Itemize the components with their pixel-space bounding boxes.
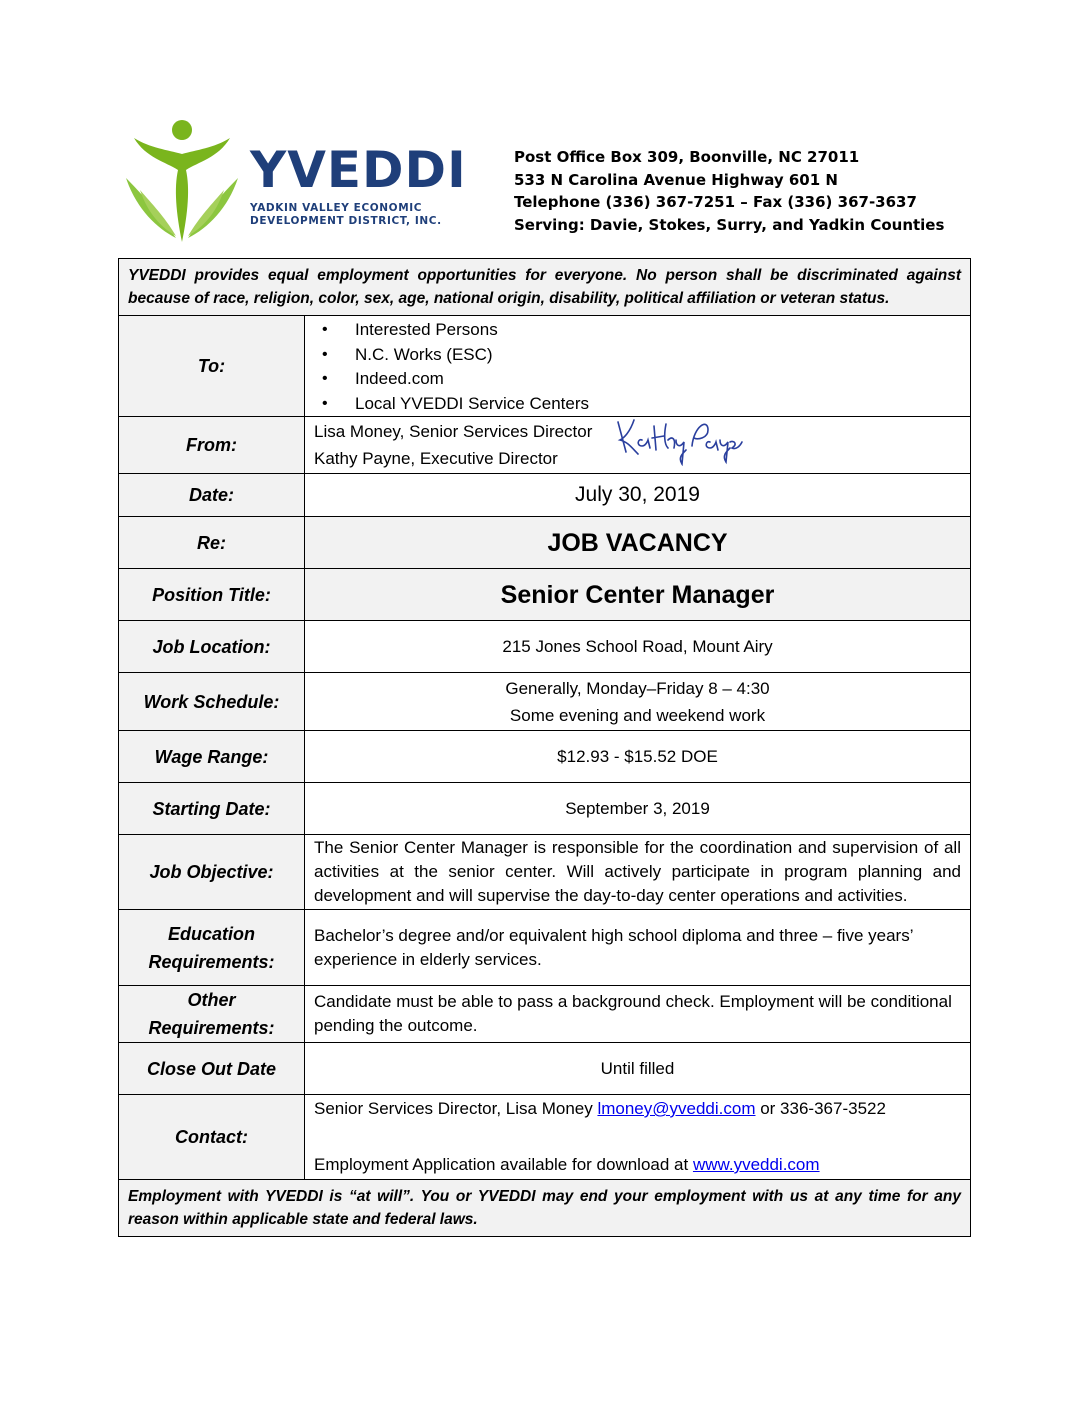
logo-subtitle-line2: DEVELOPMENT DISTRICT, INC. [250,215,442,227]
education-label [119,910,305,986]
from-line2: Kathy Payne, Executive Director [314,449,558,468]
from-value [305,417,971,474]
close-out-date-value: Until filled [305,1043,971,1095]
address-line: Telephone (336) 367-7251 – Fax (336) 367-3637 [514,193,917,211]
job-location-label: Job Location: [119,621,305,673]
wage-range-label: Wage Range: [119,731,305,783]
logo-subtitle-line1: YADKIN VALLEY ECONOMIC [250,202,423,214]
contact-phone: or 336-367-3522 [755,1099,886,1118]
leaf-figure-icon [126,118,250,244]
at-will-notice: Employment with YVEDDI is “at will”. You or YVEDDI may end your employment with us at any time for any reason within applicable state and federal laws. [119,1180,971,1237]
other-requirements-value: Candidate must be able to pass a background check. Employment will be conditional pending the outcome. [305,986,971,1043]
position-title-label: Position Title: [119,569,305,621]
website-link[interactable]: www.yveddi.com [692,1155,820,1174]
job-vacancy-table [118,258,971,1237]
other-label-line1: Other [187,990,236,1010]
other-requirements-label [119,986,305,1043]
list-item: • N.C. Works (ESC) [346,343,961,368]
wage-range-value: $12.93 - $15.52 DOE [305,731,971,783]
address-block [514,146,944,236]
job-objective-value: The Senior Center Manager is responsible for the coordination and supervision of all activities at the senior center. Will actively participate in program planning and development and will supervise the day-to-day center operations and activities. [305,835,971,910]
logo-subtitle [250,202,442,228]
contact-line2 [314,1151,961,1178]
education-value: Bachelor’s degree and/or equivalent high school diploma and three – five years’ experience in elderly services. [305,910,971,986]
from-line1: Lisa Money, Senior Services Director [314,422,593,441]
job-objective-label: Job Objective: [119,835,305,910]
list-item: • Interested Persons [346,318,961,343]
work-schedule-label: Work Schedule: [119,673,305,731]
schedule-line2: Some evening and weekend work [509,705,766,725]
recipient-list [314,316,961,416]
starting-date-label: Starting Date: [119,783,305,835]
logo-wordmark: YVEDDI [250,141,467,199]
list-item: • Local YVEDDI Service Centers [346,392,961,417]
close-out-date-label: Close Out Date [119,1043,305,1095]
date-value: July 30, 2019 [305,474,971,517]
from-label: From: [119,417,305,474]
application-text: Employment Application available for download at [314,1155,693,1174]
signature-icon [612,412,744,466]
contact-value [305,1095,971,1180]
re-value: JOB VACANCY [305,517,971,569]
address-line: Serving: Davie, Stokes, Surry, and Yadkin Counties [514,215,945,234]
contact-label: Contact: [119,1095,305,1180]
address-line: 533 N Carolina Avenue Highway 601 N [514,170,838,189]
education-label-line2: Requirements: [148,951,275,972]
date-label: Date: [119,474,305,517]
work-schedule-value [305,673,971,731]
contact-line1 [314,1095,961,1122]
other-label-line2: Requirements: [148,1018,275,1038]
to-label: To: [119,316,305,417]
position-title-value: Senior Center Manager [305,569,971,621]
yveddi-logo [126,118,467,244]
schedule-line1: Generally, Monday–Friday 8 – 4:30 [505,678,770,698]
starting-date-value: September 3, 2019 [305,783,971,835]
contact-person: Senior Services Director, Lisa Money [314,1099,598,1118]
eeo-notice: YVEDDI provides equal employment opportunities for everyone. No person shall be discriminated against because of race, religion, color, sex, age, national origin, disability, political affiliation or veteran status. [119,259,971,316]
address-line: Post Office Box 309, Boonville, NC 27011 [514,148,860,166]
job-location-value: 215 Jones School Road, Mount Airy [305,621,971,673]
email-link[interactable]: lmoney@yveddi.com [597,1099,756,1118]
to-value [305,316,971,417]
list-item: • Indeed.com [346,367,961,392]
from-block [314,418,961,472]
letterhead [126,118,966,244]
education-label-line1: Education [167,923,255,944]
re-label: Re: [119,517,305,569]
